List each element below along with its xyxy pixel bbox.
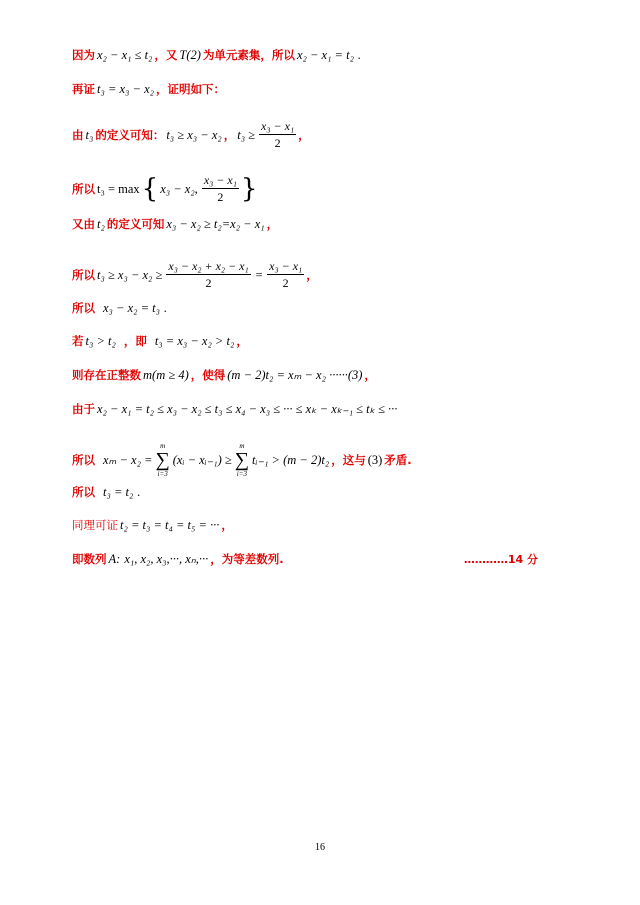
- line-14: [72, 551, 284, 567]
- denominator: 2: [282, 276, 289, 290]
- text: ，即: [123, 334, 147, 348]
- sum-lower-limit: i=3: [236, 470, 247, 478]
- score-label: …………14 分: [463, 553, 538, 566]
- sum-symbol: [155, 442, 169, 478]
- sigma-icon: ∑: [155, 449, 170, 471]
- line-4: [72, 172, 257, 205]
- sum-upper-limit: m: [160, 442, 166, 450]
- text: 的定义可知：: [95, 127, 165, 142]
- math: A:: [108, 552, 121, 566]
- text: 若: [72, 334, 84, 348]
- math: t₂ = t₃ = t₄ = t₅ = ···: [120, 518, 220, 532]
- math: t₃ = x₃ − x₂: [97, 82, 154, 96]
- text: 所以: [72, 485, 95, 499]
- math: t₃ ≥ x₃ − x₂ ≥: [97, 267, 163, 282]
- math: t₃ = max: [97, 181, 140, 196]
- line-6: [72, 258, 318, 291]
- text: 同理可证: [72, 518, 118, 532]
- math: x₂ − x₁ ≤ t₂: [97, 48, 153, 62]
- line-1: [72, 47, 363, 63]
- text: 因为: [72, 48, 95, 62]
- text: 所以: [72, 301, 95, 315]
- sum-lower-limit: i=3: [157, 470, 168, 478]
- line-8: [72, 333, 248, 349]
- math: x₂ − x₁ = t₂ ≤ x₃ − x₂ ≤ t₃ ≤ x₄ − x₃ ≤ ··· ≤ xₖ − xₖ₋₁ ≤ tₖ ≤ ···: [97, 402, 398, 416]
- fraction: [267, 258, 304, 291]
- math: x₃ − x₂,: [160, 181, 198, 196]
- denominator: 2: [205, 276, 212, 290]
- text: 所以: [72, 267, 95, 282]
- fraction: [166, 258, 250, 291]
- fraction: [259, 118, 296, 151]
- math: t₃ = x₃ − x₂ > t₂: [154, 334, 235, 348]
- sigma-icon: ∑: [234, 449, 250, 471]
- fraction: [202, 172, 239, 205]
- text: ，: [221, 518, 233, 532]
- line-12: [72, 484, 142, 500]
- line-13: [72, 517, 233, 533]
- math: t₂: [97, 217, 105, 231]
- text: ，: [223, 127, 236, 142]
- math: (m − 2)t₂ = xₘ − x₂ ······(3): [227, 368, 363, 382]
- numerator: x₃ − x₁: [269, 259, 303, 273]
- sum-symbol: [235, 442, 249, 478]
- math: tᵢ₋₁ > (m − 2)t₂: [252, 453, 330, 467]
- line-9: [72, 367, 376, 383]
- denominator: 2: [274, 136, 281, 150]
- text: ，为等差数列.: [210, 552, 284, 566]
- math: x₃ − x₂ = t₃: [103, 301, 160, 315]
- text: ，使得: [190, 368, 226, 382]
- numerator: x₃ − x₁: [203, 173, 237, 187]
- text: .: [357, 48, 362, 62]
- line-10: [72, 401, 399, 417]
- numerator: x₃ − x₂ + x₂ − x₁: [168, 259, 249, 273]
- line-2: [72, 81, 225, 97]
- left-brace: {: [141, 173, 159, 204]
- math: t₃ > t₂: [85, 334, 116, 348]
- math: (3): [367, 453, 383, 467]
- text: .: [163, 301, 168, 315]
- text: ，: [298, 127, 310, 142]
- math: t₃ ≥: [237, 127, 256, 142]
- text: ，: [306, 267, 318, 282]
- numerator: x₃ − x₁: [261, 119, 295, 133]
- text: 所以: [72, 181, 95, 196]
- math: m(m ≥ 4): [143, 368, 189, 382]
- line-5: [72, 216, 278, 232]
- text: 由: [72, 127, 84, 142]
- text: ，证明如下：: [155, 82, 225, 96]
- text: ，又: [154, 48, 178, 62]
- math: =: [254, 267, 264, 282]
- text: 由于: [72, 402, 95, 416]
- math: t₃: [85, 127, 94, 142]
- text: ，: [236, 334, 248, 348]
- math: x₂ − x₁ = t₂: [296, 48, 354, 62]
- sum-upper-limit: m: [239, 442, 245, 450]
- math: T(2): [179, 48, 201, 62]
- math: x₃ − x₂ ≥ t₂=x₂ − x₁: [166, 217, 265, 231]
- math: t₃ = t₂: [103, 485, 134, 499]
- denominator: 2: [217, 190, 224, 204]
- line-11: [72, 442, 412, 478]
- page-number: 16: [315, 842, 325, 853]
- text: ，: [364, 368, 376, 382]
- text: 所以: [72, 453, 95, 467]
- math: xₘ − x₂ =: [103, 453, 153, 467]
- text: ，: [266, 217, 279, 231]
- text: ，这与: [331, 453, 366, 467]
- text: 则存在正整数: [72, 368, 141, 382]
- text: 的定义可知: [106, 217, 165, 231]
- text: .: [137, 485, 141, 499]
- math: (xᵢ − xᵢ₋₁) ≥: [172, 453, 232, 467]
- math: x₁, x₂, x₃,···, xₙ,···: [124, 552, 209, 566]
- line-3: [72, 118, 310, 151]
- right-brace: }: [240, 173, 258, 204]
- text: 再证: [72, 82, 95, 96]
- text: 矛盾.: [384, 453, 412, 467]
- text: 又由: [72, 217, 95, 231]
- text: 为单元素集，所以: [202, 48, 295, 62]
- line-7: [72, 300, 169, 316]
- text: 即数列: [72, 552, 107, 566]
- math: t₃ ≥ x₃ − x₂: [166, 127, 222, 142]
